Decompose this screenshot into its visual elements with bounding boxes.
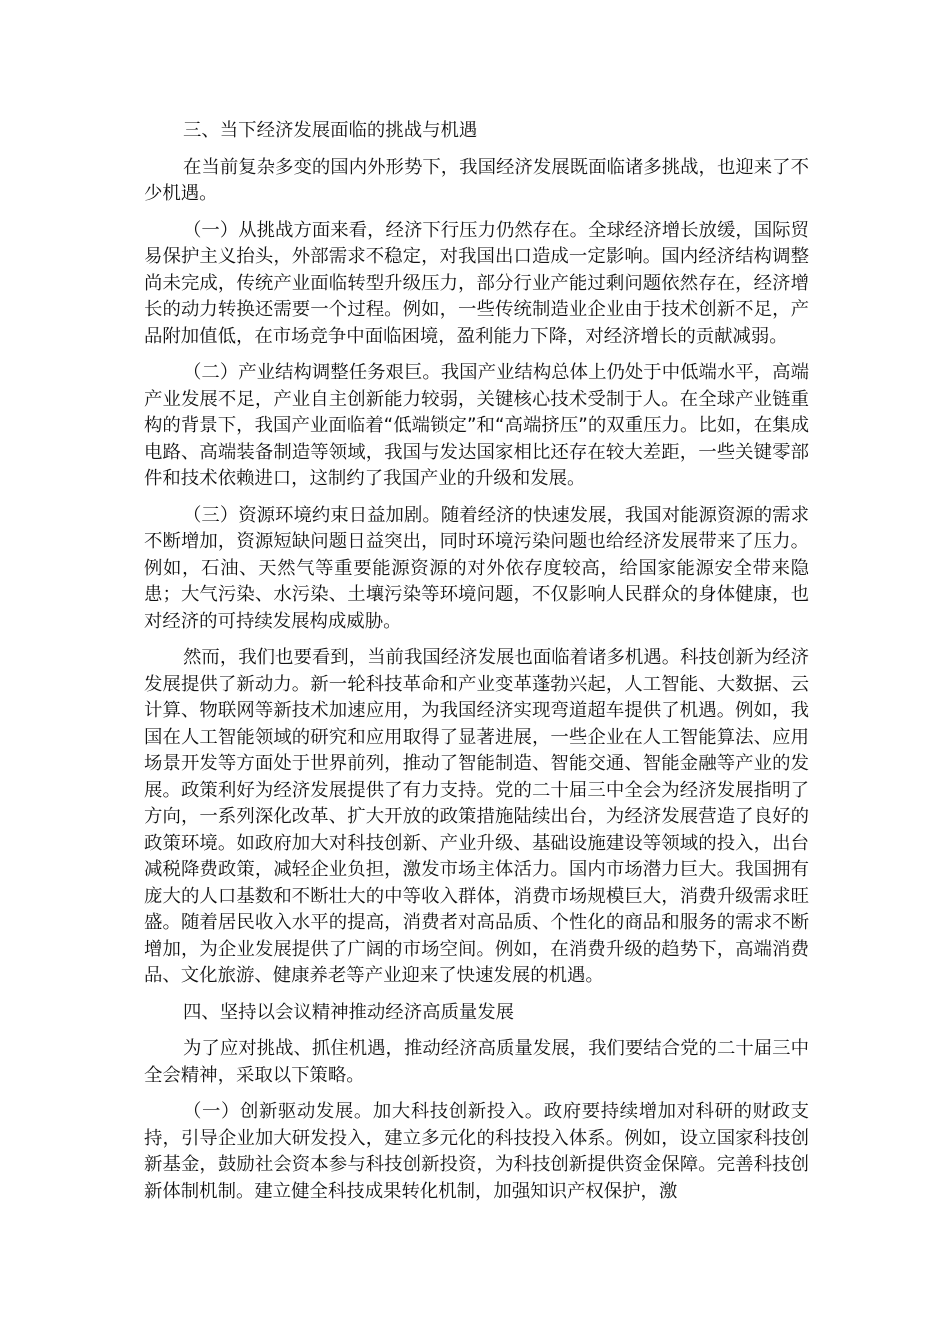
section3-heading: 三、当下经济发展面临的挑战与机遇 [183, 120, 478, 141]
strategy1-paragraph: （一）创新驱动发展。加大科技创新投入。政府要持续增加对科研的财政支持，引导企业加大研发投入，建立多元化的科技投入体系。例如，设立国家科技创新基金，鼓励社会资本参与科技创新投资，为科技创新提供资金保障。完善科技创新体制机制。建立健全科技成果转化机制，加强知识产权保护，激 [144, 1101, 809, 1202]
challenge1-paragraph: （一）从挑战方面来看，经济下行压力仍然存在。全球经济增长放缓，国际贸易保护主义抬头，外部需求不稳定，对我国出口造成一定影响。国内经济结构调整尚未完成，传统产业面临转型升级压力，部分行业产能过剩问题依然存在，经济增长的动力转换还需要一个过程。例如，一些传统制造业企业由于技术创新不足，产品附加值低，在市场竞争中面临困境，盈利能力下降，对经济增长的贡献减弱。 [144, 219, 809, 347]
challenge3-paragraph: （三）资源环境约束日益加剧。随着经济的快速发展，我国对能源资源的需求不断增加，资源短缺问题日益突出，同时环境污染问题也给经济发展带来了压力。例如，石油、天然气等重要能源资源的对外依存度较高，给国家能源安全带来隐患；大气污染、水污染、土壤污染等环境问题，不仅影响人民群众的身体健康，也对经济的可持续发展构成威胁。 [144, 504, 809, 632]
section4-heading: 四、坚持以会议精神推动经济高质量发展 [183, 1001, 515, 1023]
opportunities-paragraph: 然而，我们也要看到，当前我国经济发展也面临着诸多机遇。科技创新为经济发展提供了新动力。新一轮科技革命和产业变革蓬勃兴起，人工智能、大数据、云计算、物联网等新技术加速应用，为我国经济实现弯道超车提供了机遇。例如，我国在人工智能领域的研究和应用取得了显著进展，一些企业在人工智能算法、应用场景开发等方面处于世界前列，推动了智能制造、智能交通、智能金融等产业的发展。政策利好为经济发展提供了有力支持。党的二十届三中全会为经济发展指明了方向，一系列深化改革、扩大开放的政策措施陆续出台，为经济发展营造了良好的政策环境。如政府加大对科技创新、产业升级、基础设施建设等领域的投入，出台减税降费政策，减轻企业负担，激发市场主体活力。国内市场潜力巨大。我国拥有庞大的人口基数和不断壮大的中等收入群体，消费市场规模巨大，消费升级需求旺盛。随着居民收入水平的提高，消费者对高品质、个性化的商品和服务的需求不断增加，为企业发展提供了广阔的市场空间。例如，在消费升级的趋势下，高端消费品、文化旅游、健康养老等产业迎来了快速发展的机遇。 [144, 647, 809, 986]
section4-intro-paragraph: 为了应对挑战、抓住机遇，推动经济高质量发展，我们要结合党的二十届三中全会精神，采取以下策略。 [144, 1038, 809, 1086]
document-page [144, 118, 809, 1215]
section3-intro-paragraph: 在当前复杂多变的国内外形势下，我国经济发展既面临诸多挑战，也迎来了不少机遇。 [144, 156, 809, 204]
challenge2-paragraph: （二）产业结构调整任务艰巨。我国产业结构总体上仍处于中低端水平，高端产业发展不足，产业自主创新能力较弱，关键核心技术受制于人。在全球产业链重构的背景下，我国产业面临着“低端锁定”和“高端挤压”的双重压力。比如，在集成电路、高端装备制造等领域，我国与发达国家相比还存在较大差距，一些关键零部件和技术依赖进口，这制约了我国产业的升级和发展。 [144, 362, 809, 489]
